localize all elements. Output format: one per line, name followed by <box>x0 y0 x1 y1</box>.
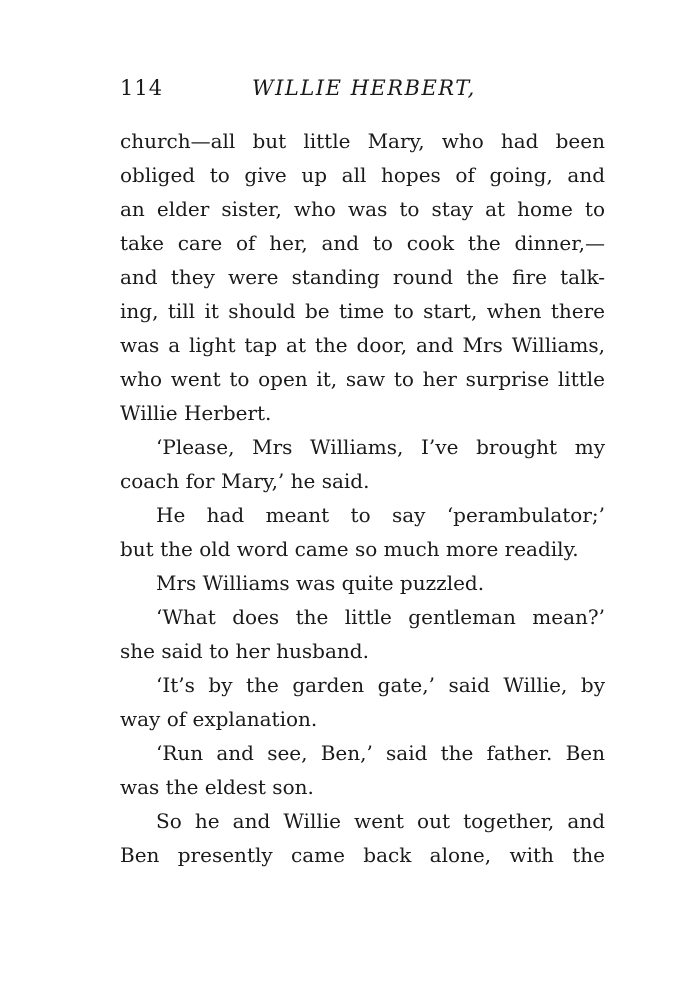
text-line: she said to her husband. <box>120 639 369 663</box>
text-line: ‘What does the little gentleman mean?’ <box>156 605 605 629</box>
text-line: So he and Willie went out together, and <box>156 809 605 833</box>
text-line: ‘Run and see, Ben,’ said the father. Ben <box>156 741 605 765</box>
body-text <box>120 124 605 872</box>
page-number: 114 <box>120 76 164 100</box>
text-line: church—all but little Mary, who had been <box>120 129 605 153</box>
text-line: Ben presently came back alone, with the <box>120 843 605 867</box>
text-line: take care of her, and to cook the dinner,— <box>120 231 605 255</box>
text-line: an elder sister, who was to stay at home to <box>120 197 605 221</box>
text-line: He had meant to say ‘perambulator;’ <box>156 503 605 527</box>
text-line: was a light tap at the door, and Mrs Williams, <box>120 333 605 357</box>
text-line: way of explanation. <box>120 707 318 731</box>
text-line: ‘It’s by the garden gate,’ said Willie, by <box>156 673 605 697</box>
running-title: WILLIE HERBERT, <box>252 76 476 100</box>
text-line: obliged to give up all hopes of going, and <box>120 163 605 187</box>
text-line: who went to open it, saw to her surprise little <box>120 367 605 391</box>
text-line: but the old word came so much more readily. <box>120 537 579 561</box>
running-head <box>120 76 610 106</box>
text-line: Mrs Williams was quite puzzled. <box>156 571 485 595</box>
text-line: coach for Mary,’ he said. <box>120 469 370 493</box>
text-line: Willie Herbert. <box>120 401 272 425</box>
text-line: ‘Please, Mrs Williams, I’ve brought my <box>156 435 605 459</box>
text-line: was the eldest son. <box>120 775 314 799</box>
text-line: ing, till it should be time to start, when there <box>120 299 605 323</box>
text-line: and they were standing round the fire talk- <box>120 265 605 289</box>
